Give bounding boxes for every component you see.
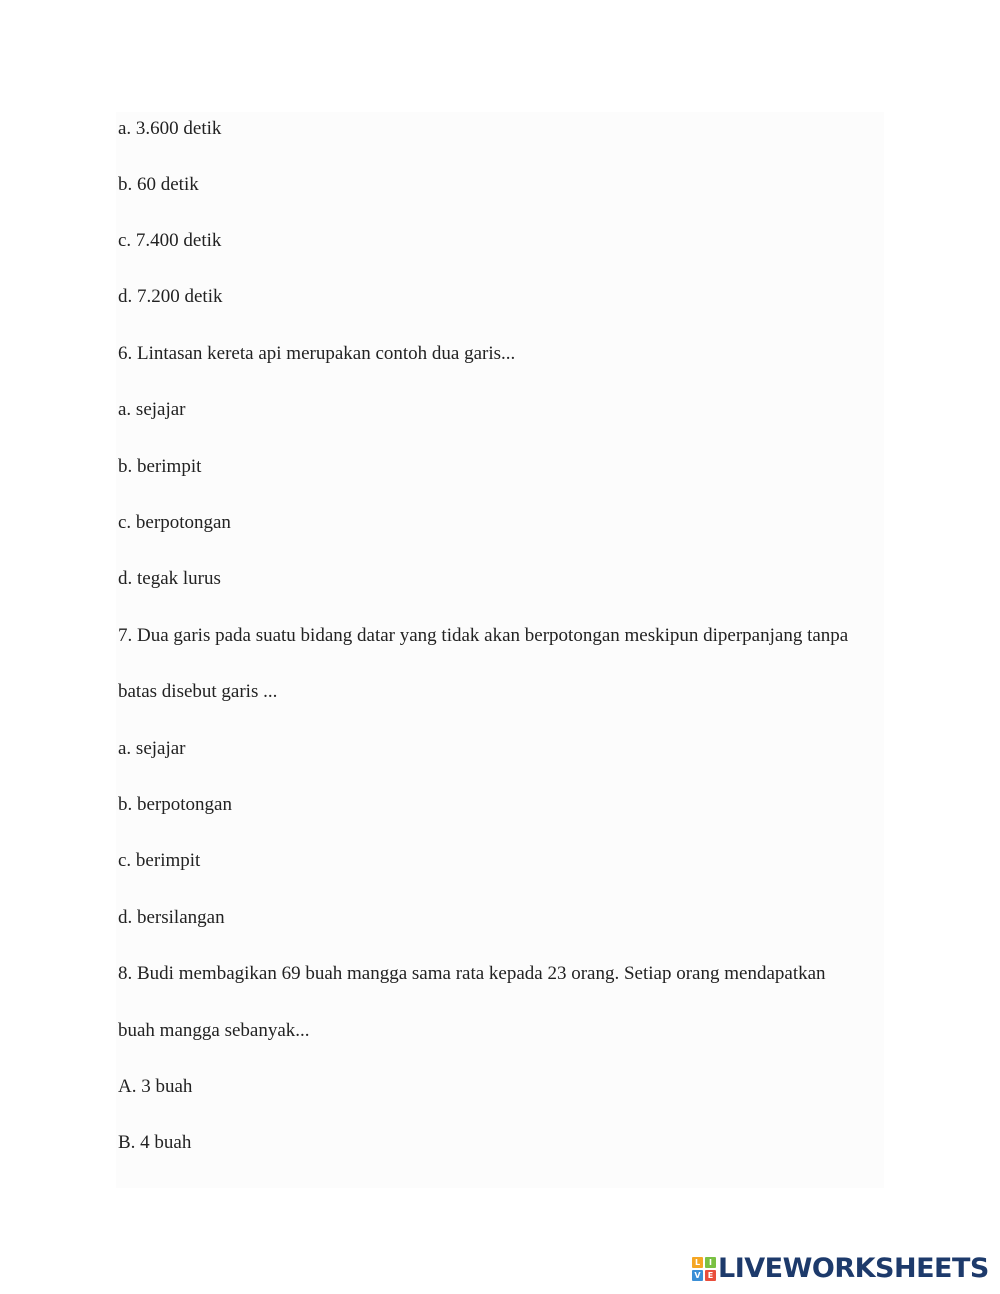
answer-option-6c: c. berpotongan <box>118 512 231 533</box>
answer-option-6d: d. tegak lurus <box>118 568 221 589</box>
liveworksheets-logo-icon <box>692 1257 716 1281</box>
question-8-line-2: buah mangga sebanyak... <box>118 1020 310 1041</box>
logo-mark-letter: I <box>705 1257 716 1268</box>
answer-option-5a: a. 3.600 detik <box>118 118 222 139</box>
question-7-line-2: batas disebut garis ... <box>118 681 278 702</box>
logo-mark-letter: V <box>692 1270 703 1281</box>
answer-option-6a: a. sejajar <box>118 399 186 420</box>
answer-option-5c: c. 7.400 detik <box>118 230 222 251</box>
question-6: 6. Lintasan kereta api merupakan contoh dua garis... <box>118 343 516 364</box>
answer-option-8a: A. 3 buah <box>118 1076 193 1097</box>
logo-text: LIVEWORKSHEETS <box>718 1253 989 1284</box>
answer-option-7b: b. berpotongan <box>118 794 232 815</box>
liveworksheets-logo <box>692 1254 989 1284</box>
answer-option-7c: c. berimpit <box>118 850 201 871</box>
question-7-line-1: 7. Dua garis pada suatu bidang datar yang tidak akan berpotongan meskipun diperpanjang tanpa <box>118 625 849 646</box>
answer-option-6b: b. berimpit <box>118 456 202 477</box>
logo-mark-letter: L <box>692 1257 703 1268</box>
answer-option-7a: a. sejajar <box>118 738 186 759</box>
logo-mark-letter: E <box>705 1270 716 1281</box>
question-8-line-1: 8. Budi membagikan 69 buah mangga sama rata kepada 23 orang. Setiap orang mendapatkan <box>118 963 826 984</box>
answer-option-7d: d. bersilangan <box>118 907 225 928</box>
answer-option-5d: d. 7.200 detik <box>118 286 223 307</box>
answer-option-8b: B. 4 buah <box>118 1132 192 1153</box>
answer-option-5b: b. 60 detik <box>118 174 199 195</box>
